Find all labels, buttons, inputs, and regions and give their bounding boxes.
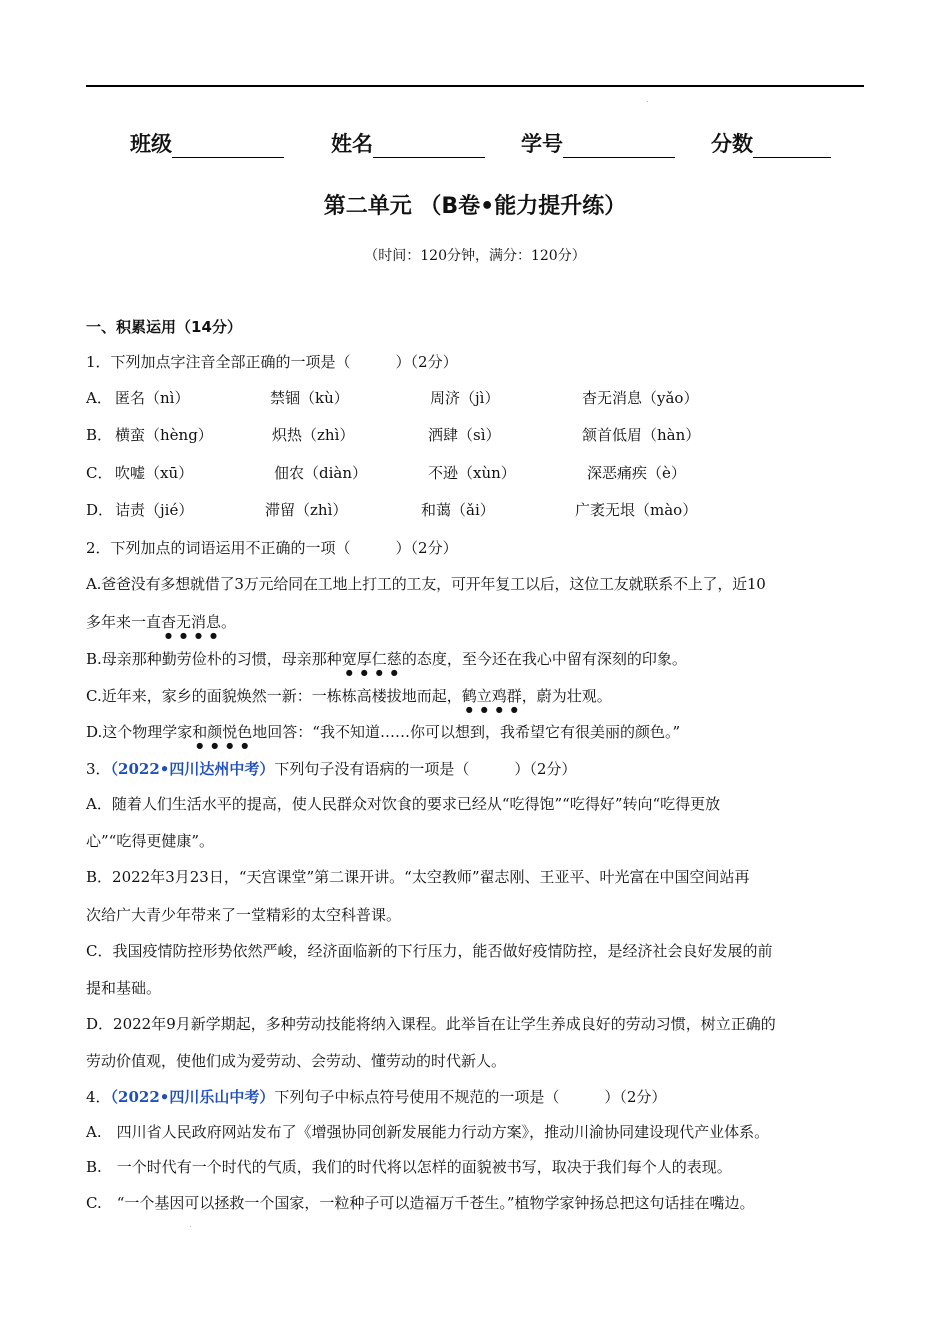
q1-option-a-label: A． xyxy=(86,389,112,407)
q1-d-item3: 和蔼（ǎi） xyxy=(421,501,495,519)
q1-d-item2: 滞留（zhì） xyxy=(265,501,348,519)
name-label: 姓名 xyxy=(331,132,373,156)
q4-number: 4． xyxy=(86,1088,111,1106)
q4-option-b: B. 一个时代有一个时代的气质，我们的时代将以怎样的面貌被书写，取决于我们每个人的表现。 xyxy=(86,1158,732,1176)
q1-c-item4: 深恶痛疾（è） xyxy=(587,464,686,482)
q2-c-dotted-word: 鹤立鸡群 xyxy=(461,687,522,705)
q3-number: 3． xyxy=(86,760,111,778)
class-field xyxy=(130,128,284,158)
score-field xyxy=(711,128,831,158)
q1-c-item3: 不逊（xùn） xyxy=(428,464,516,482)
q1-option-b-label: B． xyxy=(86,426,113,444)
q2-d-end: 地回答：“我不知道……你可以想到，我希望它有很美丽的颜色。” xyxy=(252,723,681,741)
q4-source: （2022•四川乐山中考） xyxy=(110,1088,275,1106)
q1-b-item2: 炽热（zhì） xyxy=(272,426,355,444)
q3-option-b-line2: 次给广大青少年带来了一堂精彩的太空科普课。 xyxy=(86,906,402,924)
page-title: 第二单元 （B卷•能力提升练） xyxy=(323,194,627,219)
q4-option-c: C. “一个基因可以拯救一个国家，一粒种子可以造福万千苍生。”植物学家钟扬总把这句话挂在嘴边。 xyxy=(86,1194,755,1212)
name-field xyxy=(331,128,485,158)
q3-option-a-line1: A．随着人们生活水平的提高，使人民群众对饮食的要求已经从“吃得饱”“吃得好”转向“吃得更放 xyxy=(86,795,721,813)
section-heading: 一、积累运用（14分） xyxy=(86,318,242,336)
q1-c-item1: 吹嘘（xū） xyxy=(115,464,194,482)
q3-option-a-line2: 心”“吃得更健康”。 xyxy=(86,832,215,850)
q3-option-d-line1: D．2022年9月新学期起，多种劳动技能将纳入课程。此举旨在让学生养成良好的劳动习惯，树立正确的 xyxy=(86,1015,776,1033)
class-label: 班级 xyxy=(130,132,172,156)
q3-option-c-line2: 提和基础。 xyxy=(86,979,162,997)
q3-option-b-line1: B．2022年3月23日，“天宫课堂”第二课开讲。“太空教师”翟志刚、王亚平、叶光富在中国空间站再 xyxy=(86,868,750,886)
q1-b-item3: 洒肆（sì） xyxy=(428,426,501,444)
q1-stem: 1．下列加点字注音全部正确的一项是（ ）（2分） xyxy=(86,353,458,371)
q3-source: （2022•四川达州中考） xyxy=(110,760,275,778)
q1-option-d-label: D． xyxy=(86,501,114,519)
q1-d-item1: 诘责（jié） xyxy=(115,501,194,519)
q2-a-end: 。 xyxy=(221,613,237,631)
q3-stem-text: 下列句子没有语病的一项是（ ）（2分） xyxy=(274,760,577,778)
q1-a-item4: 杳无消息（yǎo） xyxy=(582,389,699,407)
id-label: 学号 xyxy=(521,132,563,156)
q2-b-text: B.母亲那种勤劳俭朴的习惯，母亲那种 xyxy=(86,650,342,668)
q2-c-text: C.近年来，家乡的面貌焕然一新：一栋栋高楼拔地而起， xyxy=(86,687,462,705)
score-label: 分数 xyxy=(711,132,753,156)
q2-option-d xyxy=(86,721,680,750)
q1-b-item4: 颔首低眉（hàn） xyxy=(582,426,701,444)
q4-stem xyxy=(86,1086,666,1107)
name-blank[interactable] xyxy=(373,135,485,158)
q2-d-text: D.这个物理学家 xyxy=(86,723,193,741)
q1-a-item3: 周济（jì） xyxy=(430,389,500,407)
id-field xyxy=(521,128,675,158)
q4-option-a: A. 四川省人民政府网站发布了《增强协同创新发展能力行动方案》，推动川渝协同建设现代产业体系。 xyxy=(86,1123,770,1141)
stray-dot xyxy=(647,101,648,102)
q2-option-c xyxy=(86,685,612,714)
q2-d-dotted-word: 和颜悦色 xyxy=(192,723,253,741)
q2-option-a-line2 xyxy=(86,611,236,640)
q2-b-end: 的态度，至今还在我心中留有深刻的印象。 xyxy=(401,650,687,668)
q1-d-item4: 广袤无垠（mào） xyxy=(575,501,698,519)
student-info-header xyxy=(0,128,950,158)
q1-a-item1: 匿名（nì） xyxy=(115,389,190,407)
q1-option-c-label: C． xyxy=(86,464,113,482)
q1-c-item2: 佃农（diàn） xyxy=(274,464,368,482)
q3-stem xyxy=(86,758,576,779)
class-blank[interactable] xyxy=(172,135,284,158)
q1-a-item2: 禁锢（kù） xyxy=(270,389,349,407)
q2-a-dotted-word: 杳无消息 xyxy=(161,613,222,631)
q2-c-end: ，蔚为壮观。 xyxy=(521,687,612,705)
q4-stem-text: 下列句子中标点符号使用不规范的一项是（ ）（2分） xyxy=(274,1088,667,1106)
page-subtitle: （时间：120分钟，满分：120分） xyxy=(364,248,586,264)
q1-b-item1: 横蛮（hèng） xyxy=(115,426,213,444)
id-blank[interactable] xyxy=(563,135,675,158)
q2-stem: 2．下列加点的词语运用不正确的一项（ ）（2分） xyxy=(86,539,458,557)
q3-option-d-line2: 劳动价值观，使他们成为爱劳动、会劳动、懂劳动的时代新人。 xyxy=(86,1052,507,1070)
q2-a-text: 多年来一直 xyxy=(86,613,162,631)
q2-option-b xyxy=(86,648,687,677)
q2-b-dotted-word: 宽厚仁慈 xyxy=(341,650,402,668)
q3-option-c-line1: C．我国疫情防控形势依然严峻，经济面临新的下行压力，能否做好疫情防控，是经济社会良好发展的前 xyxy=(86,942,773,960)
score-blank[interactable] xyxy=(753,135,831,158)
q2-option-a-line1: A.爸爸没有多想就借了3万元给同在工地上打工的工友，可开年复工以后，这位工友就联系不上了，近10 xyxy=(86,575,766,593)
stray-dot-bottom xyxy=(190,1226,191,1227)
top-rule xyxy=(86,85,864,87)
